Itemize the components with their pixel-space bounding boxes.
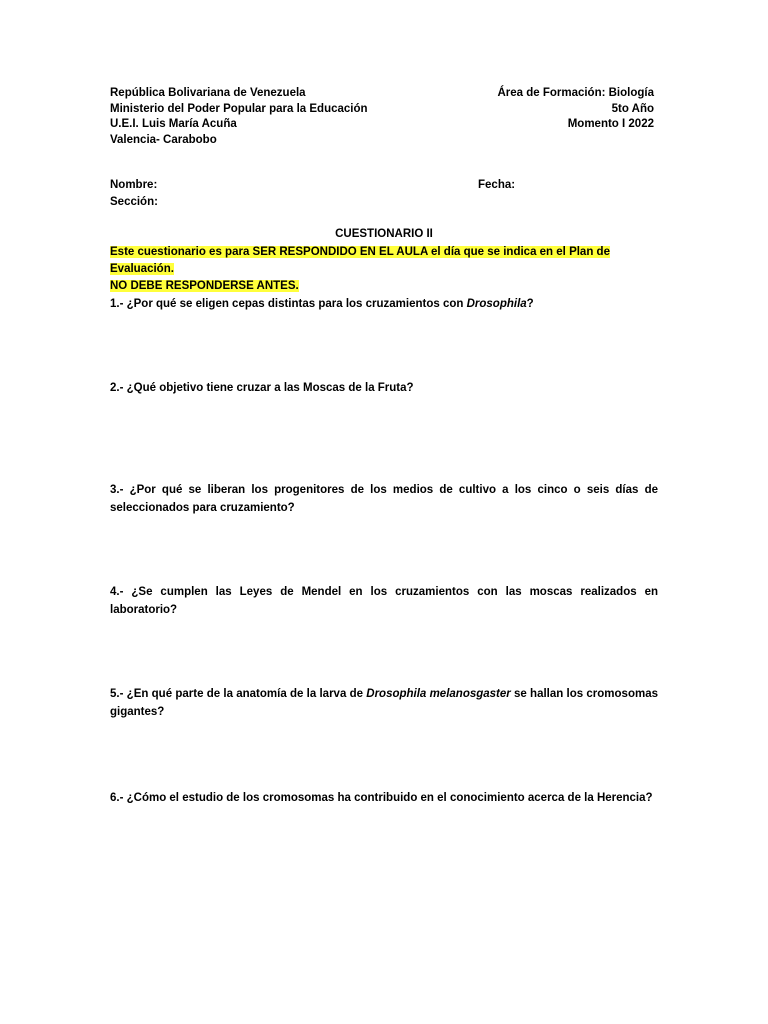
notice-line-1: Este cuestionario es para SER RESPONDIDO EN EL AULA el día que se indica en el Plan de Evaluación. <box>110 246 610 275</box>
student-fields <box>110 177 158 211</box>
term: Momento I 2022 <box>567 118 654 130</box>
question-3 <box>110 482 658 517</box>
question-3-text: 3.- ¿Por qué se liberan los progenitores de los medios de cultivo a los cinco o seis días de seleccionados para cruzamiento? <box>110 484 658 514</box>
question-1-species: Drosophila <box>466 298 527 310</box>
country-name: República Bolivariana de Venezuela <box>110 87 306 99</box>
seccion-label: Sección: <box>110 196 158 208</box>
question-4-text: 4.- ¿Se cumplen las Leyes de Mendel en los cruzamientos con las moscas realizados en laboratorio? <box>110 586 658 616</box>
notice-line-2: NO DEBE RESPONDERSE ANTES. <box>110 280 299 292</box>
header-left <box>110 86 368 148</box>
question-6 <box>110 790 658 808</box>
location: Valencia- Carabobo <box>110 133 217 146</box>
notice <box>110 244 658 295</box>
grade-level: 5to Año <box>611 102 654 115</box>
question-1-text: 1.- ¿Por qué se eligen cepas distintas para los cruzamientos con <box>110 298 467 310</box>
subject-area: Área de Formación: Biología <box>497 87 654 99</box>
question-5-end: se hallan los cromosomas gigantes? <box>110 688 658 718</box>
header-right <box>497 86 654 133</box>
question-2-text: 2.- ¿Qué objetivo tiene cruzar a las Moscas de la Fruta? <box>110 382 414 394</box>
fecha-label: Fecha: <box>478 179 516 191</box>
school-name: U.E.I. Luis María Acuña <box>110 118 237 130</box>
nombre-label: Nombre: <box>110 179 158 191</box>
question-1-end: ? <box>526 298 534 310</box>
page-title: CUESTIONARIO II <box>335 228 433 240</box>
question-6-text: 6.- ¿Cómo el estudio de los cromosomas ha contribuido en el conocimiento acerca de la Herencia? <box>110 792 653 804</box>
question-1 <box>110 296 658 314</box>
question-5 <box>110 686 658 721</box>
question-5-text: 5.- ¿En qué parte de la anatomía de la larva de <box>110 688 367 700</box>
question-5-species: Drosophila melanosgaster <box>366 688 511 700</box>
question-2 <box>110 380 658 398</box>
ministry-name: Ministerio del Poder Popular para la Educación <box>110 102 368 115</box>
question-4 <box>110 584 658 619</box>
